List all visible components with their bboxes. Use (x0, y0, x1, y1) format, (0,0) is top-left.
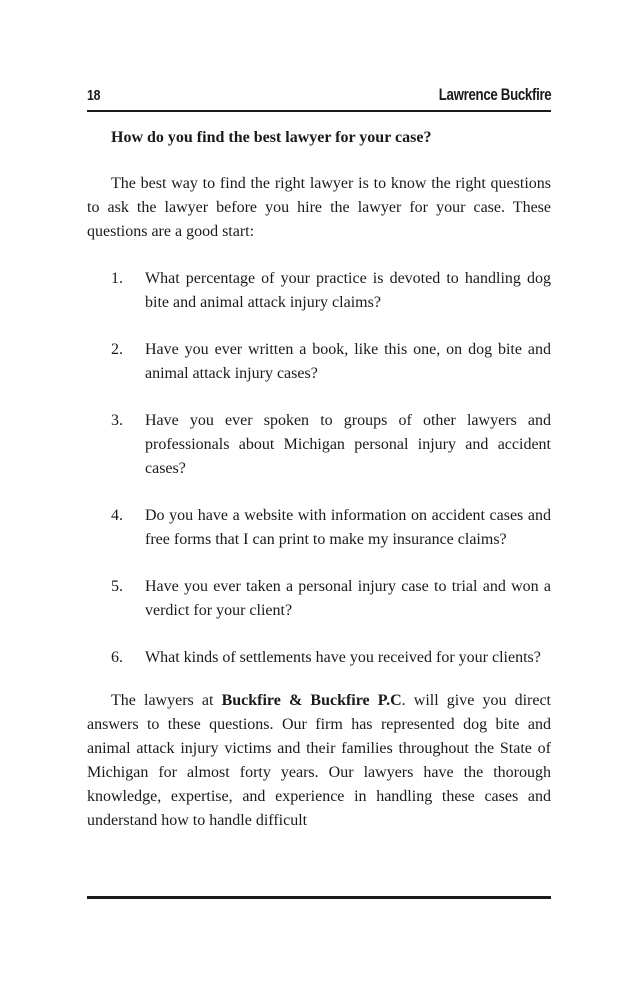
intro-paragraph: The best way to find the right lawyer is to know the right questions to ask the lawyer before you hire the lawyer for your case. These questions are a good start: (87, 175, 551, 240)
list-item (87, 504, 551, 552)
list-item-text: Have you ever taken a personal injury case to trial and won a verdict for your client? (145, 578, 551, 619)
body-text (87, 126, 551, 833)
list-item-text: Have you ever written a book, like this one, on dog bite and animal attack injury cases? (145, 341, 551, 382)
list-item-number: 5. (111, 578, 123, 595)
list-item-number: 6. (111, 649, 123, 666)
list-item (87, 267, 551, 315)
questions-list (87, 267, 551, 670)
firm-name: Buckfire & Buckfire P.C (221, 692, 402, 709)
list-item-text: Have you ever spoken to groups of other lawyers and professionals about Michigan personal injury and accident cases? (145, 412, 551, 477)
section-heading: How do you find the best lawyer for your case? (111, 129, 432, 146)
running-header (87, 84, 551, 110)
list-item-number: 3. (111, 412, 123, 429)
list-item (87, 409, 551, 481)
list-item-text: Do you have a website with information on accident cases and free forms that I can print to make my insurance claims? (145, 507, 551, 548)
list-item-number: 1. (111, 270, 123, 287)
list-item-text: What kinds of settlements have you received for your clients? (145, 649, 541, 666)
list-item-number: 4. (111, 507, 123, 524)
closing-paragraph (87, 689, 551, 833)
list-item-text: What percentage of your practice is devoted to handling dog bite and animal attack injury claims? (145, 270, 551, 311)
closing-rest: . will give you direct answers to these questions. Our firm has represented dog bite and animal attack injury victims and their families throughout the State of Michigan for almost forty years. Our lawyers have the thorough knowledge, expertise, and experience in handling these cases and understand how to handle difficult (87, 692, 551, 829)
running-title: Lawrence Buckfire (438, 85, 551, 104)
closing-lead: The lawyers at (111, 692, 222, 709)
footer-rule (87, 896, 551, 899)
list-item-number: 2. (111, 341, 123, 358)
list-item (87, 575, 551, 623)
header-rule (87, 110, 551, 112)
list-item (87, 646, 551, 670)
page-number: 18 (87, 87, 101, 104)
list-item (87, 338, 551, 386)
